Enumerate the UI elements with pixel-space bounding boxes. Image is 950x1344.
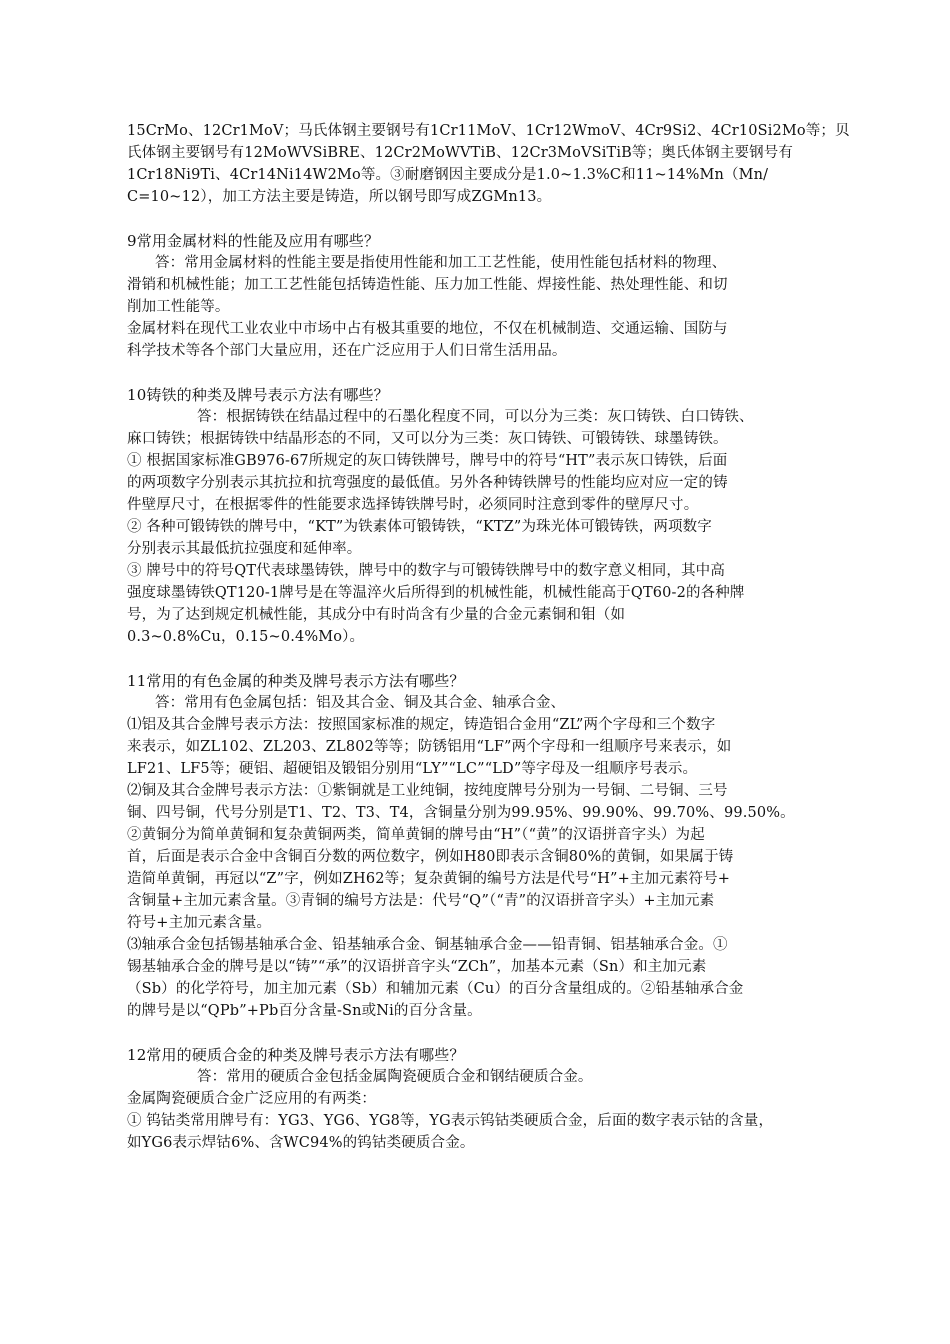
- section-q11: [127, 670, 827, 1022]
- question-heading: 11常用的有色金属的种类及牌号表示方法有哪些？: [127, 672, 465, 690]
- section-q12: [127, 1044, 827, 1154]
- text-line: 金属陶瓷硬质合金广泛应用的有两类：: [127, 1091, 377, 1107]
- text-line: ① 钨钴类常用牌号有：YG3、YG6、YG8等，YG表示钨钴类硬质合金，后面的数字表示钴的含量，: [127, 1113, 774, 1129]
- text-line: C=10~12），加工方法主要是铸造，所以钢号即写成ZGMn13。: [127, 189, 552, 205]
- text-line: 件壁厚尺寸，在根据零件的性能要求选择铸铁牌号时，必须同时注意到零件的壁厚尺寸。: [127, 497, 699, 513]
- document-page: [127, 120, 850, 1154]
- text-line: ③ 牌号中的符号QT代表球墨铸铁，牌号中的数字与可锻铸铁牌号中的数字意义相同，其中高: [127, 563, 725, 579]
- text-line: 的牌号是以“QPb”+Pb百分含量-Sn或Ni的百分含量。: [127, 1003, 482, 1019]
- text-line: 含铜量+主加元素含量。③青铜的编号方法是：代号“Q”（“青”的汉语拼音字头）+主加元素: [127, 893, 715, 909]
- text-line: ⑴铝及其合金牌号表示方法：按照国家标准的规定，铸造铝合金用“ZL”两个字母和三个数字: [127, 717, 716, 733]
- question-heading: 10铸铁的种类及牌号表示方法有哪些？: [127, 386, 389, 404]
- text-line: ②黄铜分为简单黄铜和复杂黄铜两类，简单黄铜的牌号由“H”（“黄”的汉语拼音字头）为起: [127, 827, 705, 843]
- text-line: 麻口铸铁；根据铸铁中结晶形态的不同，又可以分为三类：灰口铸铁、可锻铸铁、球墨铸铁。: [127, 431, 728, 447]
- text-line: 号，为了达到规定机械性能，其成分中有时尚含有少量的合金元素铜和钼（如: [127, 607, 626, 623]
- text-line: 答：根据铸铁在结晶过程中的石墨化程度不同，可以分为三类：灰口铸铁、白口铸铁、: [197, 409, 754, 425]
- text-line: 0.3~0.8%Cu，0.15~0.4%Mo）。: [127, 629, 365, 645]
- text-line: 如YG6表示焊钴6%、含WC94%的钨钴类硬质合金。: [127, 1135, 475, 1151]
- section-q9: [127, 230, 827, 362]
- text-line: ⑶轴承合金包括锡基轴承合金、铅基轴承合金、铜基轴承合金——铅青铜、铝基轴承合金。①: [127, 937, 728, 953]
- text-line: 的两项数字分别表示其抗拉和抗弯强度的最低值。另外各种铸铁牌号的性能均应对应一定的铸: [127, 475, 728, 491]
- text-line: 氏体钢主要钢号有12MoWVSiBRE、12Cr2MoWVTiB、12Cr3MoVSiTiB等；奥氏体钢主要钢号有: [127, 145, 794, 161]
- paragraph-gap: [127, 1022, 827, 1044]
- text-line: 答：常用有色金属包括：铝及其合金、铜及其合金、轴承合金、: [155, 695, 566, 711]
- section-intro: [127, 120, 850, 208]
- section-q10: [127, 384, 827, 648]
- text-line: LF21、LF5等；硬铝、超硬铝及锻铝分别用“LY”“LC”“LD”等字母及一组顺序号表示。: [127, 761, 698, 777]
- text-line: 分别表示其最低抗拉强度和延伸率。: [127, 541, 362, 557]
- paragraph-gap: [127, 362, 827, 384]
- text-line: 符号+主加元素含量。: [127, 915, 272, 931]
- question-heading: 12常用的硬质合金的种类及牌号表示方法有哪些？: [127, 1046, 465, 1064]
- text-line: ① 根据国家标准GB976-67所规定的灰口铸铁牌号，牌号中的符号“HT”表示灰口铸铁，后面: [127, 453, 728, 469]
- text-line: 来表示，如ZL102、ZL203、ZL802等等；防锈铝用“LF”两个字母和一组顺序号来表示，如: [127, 739, 732, 755]
- text-line: 铜、四号铜，代号分别是T1、T2、T3、T4，含铜量分别为99.95%、99.90%、99.70%、99.50%。: [127, 805, 795, 821]
- text-line: 科学技术等各个部门大量应用，还在广泛应用于人们日常生活用品。: [127, 343, 567, 359]
- text-line: 削加工性能等。: [127, 299, 230, 315]
- text-line: 1Cr18Ni9Ti、4Cr14Ni14W2Mo等。③耐磨钢因主要成分是1.0~1.3%C和11~14%Mn（Mn/: [127, 167, 769, 183]
- text-line: 滑销和机械性能；加工工艺性能包括铸造性能、压力加工性能、焊接性能、热处理性能、和切: [127, 277, 728, 293]
- paragraph-gap: [127, 648, 827, 670]
- text-line: 首，后面是表示合金中含铜百分数的两位数字，例如H80即表示含铜80%的黄铜，如果属于铸: [127, 849, 734, 865]
- text-line: 锡基轴承合金的牌号是以“铸”“承”的汉语拼音字头“ZCh”，加基本元素（Sn）和主加元素: [127, 959, 707, 975]
- text-line: （Sb）的化学符号，加主加元素（Sb）和辅加元素（Cu）的百分含量组成的。②铅基轴承合金: [127, 981, 744, 997]
- text-line: 答：常用的硬质合金包括金属陶瓷硬质合金和钢结硬质合金。: [197, 1069, 593, 1085]
- text-line: ② 各种可锻铸铁的牌号中，“KT”为铁素体可锻铸铁，“KTZ”为珠光体可锻铸铁，两项数字: [127, 519, 712, 535]
- text-line: 答：常用金属材料的性能主要是指使用性能和加工工艺性能，使用性能包括材料的物理、: [155, 255, 727, 271]
- text-line: ⑵铜及其合金牌号表示方法：①紫铜就是工业纯铜，按纯度牌号分别为一号铜、二号铜、三号: [127, 783, 728, 799]
- paragraph-gap: [127, 208, 827, 230]
- text-line: 强度球墨铸铁QT120-1牌号是在等温淬火后所得到的机械性能，机械性能高于QT60-2的各种牌: [127, 585, 745, 601]
- text-line: 金属材料在现代工业农业中市场中占有极其重要的地位，不仅在机械制造、交通运输、国防与: [127, 321, 728, 337]
- text-line: 造简单黄铜，再冠以“Z”字，例如ZH62等；复杂黄铜的编号方法是代号“H”+主加元素符号+: [127, 871, 731, 887]
- text-line: 15CrMo、12Cr1MoV；马氏体钢主要钢号有1Cr11MoV、1Cr12WmoV、4Cr9Si2、4Cr10Si2Mo等；贝: [127, 123, 850, 139]
- question-heading: 9常用金属材料的性能及应用有哪些？: [127, 232, 380, 250]
